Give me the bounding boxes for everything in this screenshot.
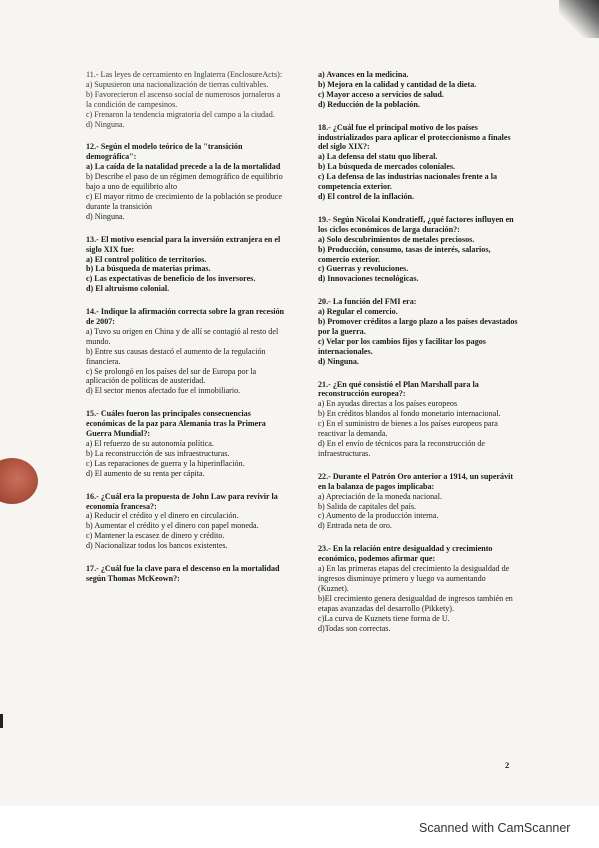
question-text: 18.- ¿Cuál fue el principal motivo de los países industrializados para aplicar el proteccionismo a finales del siglo XIX?: bbox=[318, 122, 511, 152]
option: d)Todas son correctas. bbox=[318, 623, 391, 633]
question-text: 12.- Según el modelo teórico de la "transición demográfica": bbox=[86, 142, 243, 162]
question-20 bbox=[318, 297, 518, 366]
option: a) El control político de territorios. bbox=[86, 254, 207, 264]
option: a) Solo descubrimientos de metales preciosos. bbox=[318, 234, 475, 244]
option: c) Aumento de la producción interna. bbox=[318, 511, 439, 521]
option: a) Supusieron una nacionalización de tierras cultivables. bbox=[86, 79, 269, 89]
question-22 bbox=[318, 472, 518, 531]
option: b) Mejora en la calidad y cantidad de la dieta. bbox=[318, 79, 477, 89]
question-text: 23.- En la relación entre desigualdad y crecimiento económico, podemos afirmar que: bbox=[318, 544, 493, 564]
question-16 bbox=[86, 492, 288, 551]
option: c) Mayor acceso a servicios de salud. bbox=[318, 89, 444, 99]
option: b) Aumentar el crédito y el dinero con papel moneda. bbox=[86, 521, 259, 531]
option: d) El aumento de su renta per cápita. bbox=[86, 468, 205, 478]
question-text: 17.- ¿Cuál fue la clave para el descenso en la mortalidad según Thomas McKeown?: bbox=[86, 564, 280, 583]
question-19 bbox=[318, 215, 518, 284]
option: d) Entrada neta de oro. bbox=[318, 521, 392, 531]
option: b) En créditos blandos al fondo monetario internacional. bbox=[318, 409, 501, 419]
option: a) Tuvo su origen en China y de allí se contagió al resto del mundo. bbox=[86, 326, 279, 346]
question-15 bbox=[86, 409, 288, 478]
question-21 bbox=[318, 380, 518, 459]
right-column bbox=[318, 70, 518, 646]
option: c) Las expectativas de beneficio de los inversores. bbox=[86, 274, 256, 284]
option: c) En el suministro de bienes a los países europeos para reactivar la demanda. bbox=[318, 419, 498, 439]
option: a) El refuerzo de su autonomía política. bbox=[86, 439, 214, 448]
option: d) El altruismo colonial. bbox=[86, 284, 170, 294]
option: d) Ninguna. bbox=[318, 356, 359, 366]
option: b) Producción, consumo, tasas de interés, salarios, comercio exterior. bbox=[318, 244, 491, 264]
option: a) Avances en la medicina. bbox=[318, 70, 409, 79]
page-corner-shadow bbox=[559, 0, 599, 38]
option: b) Favorecieron el ascenso social de numerosos jornaleros a la condición de campesinos. bbox=[86, 89, 281, 109]
option: d) Ninguna. bbox=[86, 119, 125, 129]
option: c) Las reparaciones de guerra y la hiperinflación. bbox=[86, 458, 245, 468]
option: b) Salida de capitales del país. bbox=[318, 501, 416, 511]
option: c) La defensa de las industrias nacionales frente a la competencia exterior. bbox=[318, 172, 498, 192]
option: c) Se prolongó en los países del sur de Europa por la aplicación de políticas de austeridad. bbox=[86, 366, 257, 386]
question-text: 21.- ¿En qué consistió el Plan Marshall para la reconstrucción europea?: bbox=[318, 379, 479, 399]
option: a) Apreciación de la moneda nacional. bbox=[318, 491, 443, 501]
option: d) Reducción de la población. bbox=[318, 99, 420, 109]
option: d) Innovaciones tecnológicas. bbox=[318, 274, 419, 284]
option: b) Describe el paso de un régimen demográfico de equilibrio bajo a uno de equilibrio alto bbox=[86, 172, 283, 192]
option: a) La caída de la natalidad precede a la de la mortalidad bbox=[86, 162, 281, 172]
question-text: 22.- Durante el Patrón Oro anterior a 1914, un superávit en la balanza de pagos implicaba: bbox=[318, 471, 514, 491]
option: c) Velar por los cambios fijos y facilitar los pagos internacionales. bbox=[318, 336, 486, 356]
question-23 bbox=[318, 544, 518, 633]
option: b)El crecimiento genera desigualdad de ingresos también en etapas avanzadas del desarrollo (Pikkety). bbox=[318, 593, 513, 613]
question-17-options bbox=[318, 70, 518, 110]
question-text: 20.- La función del FMI era: bbox=[318, 297, 417, 307]
option: a) En las primeras etapas del crecimiento la desigualdad de ingresos disminuye primero y luego va aumentando (Kuznet). bbox=[318, 564, 510, 593]
question-text: 15.- Cuáles fueron las principales consecuencias económicas de la paz para Alemania tras la Primera Guerra Mundial?: bbox=[86, 409, 266, 439]
camscanner-watermark: Scanned with CamScanner bbox=[419, 821, 571, 835]
question-text: 16.- ¿Cuál era la propuesta de John Law para revivir la economía francesa?: bbox=[86, 491, 278, 511]
option: d) El sector menos afectado fue el inmobiliario. bbox=[86, 386, 241, 396]
question-17 bbox=[86, 564, 288, 584]
option: d) Nacionalizar todos los bancos existentes. bbox=[86, 541, 228, 551]
finger-shadow bbox=[0, 458, 38, 504]
option: d) En el envío de técnicos para la reconstrucción de infraestructuras. bbox=[318, 439, 485, 458]
option: b) Entre sus causas destacó el aumento de la regulación financiera. bbox=[86, 346, 266, 366]
option: c) Mantener la escasez de dinero y crédito. bbox=[86, 531, 225, 541]
option: c)La curva de Kuznets tiene forma de U. bbox=[318, 613, 450, 623]
question-18 bbox=[318, 123, 518, 202]
option: b) La reconstrucción de sus infraestructuras. bbox=[86, 448, 230, 458]
option: c) El mayor ritmo de crecimiento de la población se produce durante la transición bbox=[86, 191, 282, 211]
option: a) En ayudas directas a los países europeos bbox=[318, 399, 458, 409]
option: b) La búsqueda de materias primas. bbox=[86, 264, 211, 274]
question-text: 13.- El motivo esencial para la inversión extranjera en el siglo XIX fue: bbox=[86, 234, 281, 254]
option: d) Ninguna. bbox=[86, 211, 125, 221]
question-14 bbox=[86, 307, 288, 396]
option: b) La búsqueda de mercados coloniales. bbox=[318, 162, 456, 172]
question-text: 11.- Las leyes de cercamiento en Inglaterra (EnclosureActs): bbox=[86, 70, 283, 79]
question-13 bbox=[86, 235, 288, 294]
option: d) El control de la inflación. bbox=[318, 191, 415, 201]
question-12 bbox=[86, 142, 288, 221]
edge-mark bbox=[0, 714, 3, 728]
option: b) Promover créditos a largo plazo a los países devastados por la guerra. bbox=[318, 317, 518, 336]
option: a) La defensa del statu quo liberal. bbox=[318, 152, 438, 162]
left-column bbox=[86, 70, 288, 597]
question-11 bbox=[86, 70, 288, 129]
option: c) Frenaron la tendencia migratoria del campo a la ciudad. bbox=[86, 109, 275, 119]
option: a) Reducir el crédito y el dinero en circulación. bbox=[86, 511, 239, 521]
question-text: 14.- Indique la afirmación correcta sobre la gran recesión de 2007: bbox=[86, 307, 285, 327]
question-text: 19.- Según Nicolai Kondratieff, ¿qué factores influyen en los ciclos económicos de larga duración?: bbox=[318, 214, 514, 234]
page-number: 2 bbox=[505, 760, 510, 770]
option: c) Guerras y revoluciones. bbox=[318, 264, 409, 274]
option: a) Regular el comercio. bbox=[318, 307, 398, 317]
